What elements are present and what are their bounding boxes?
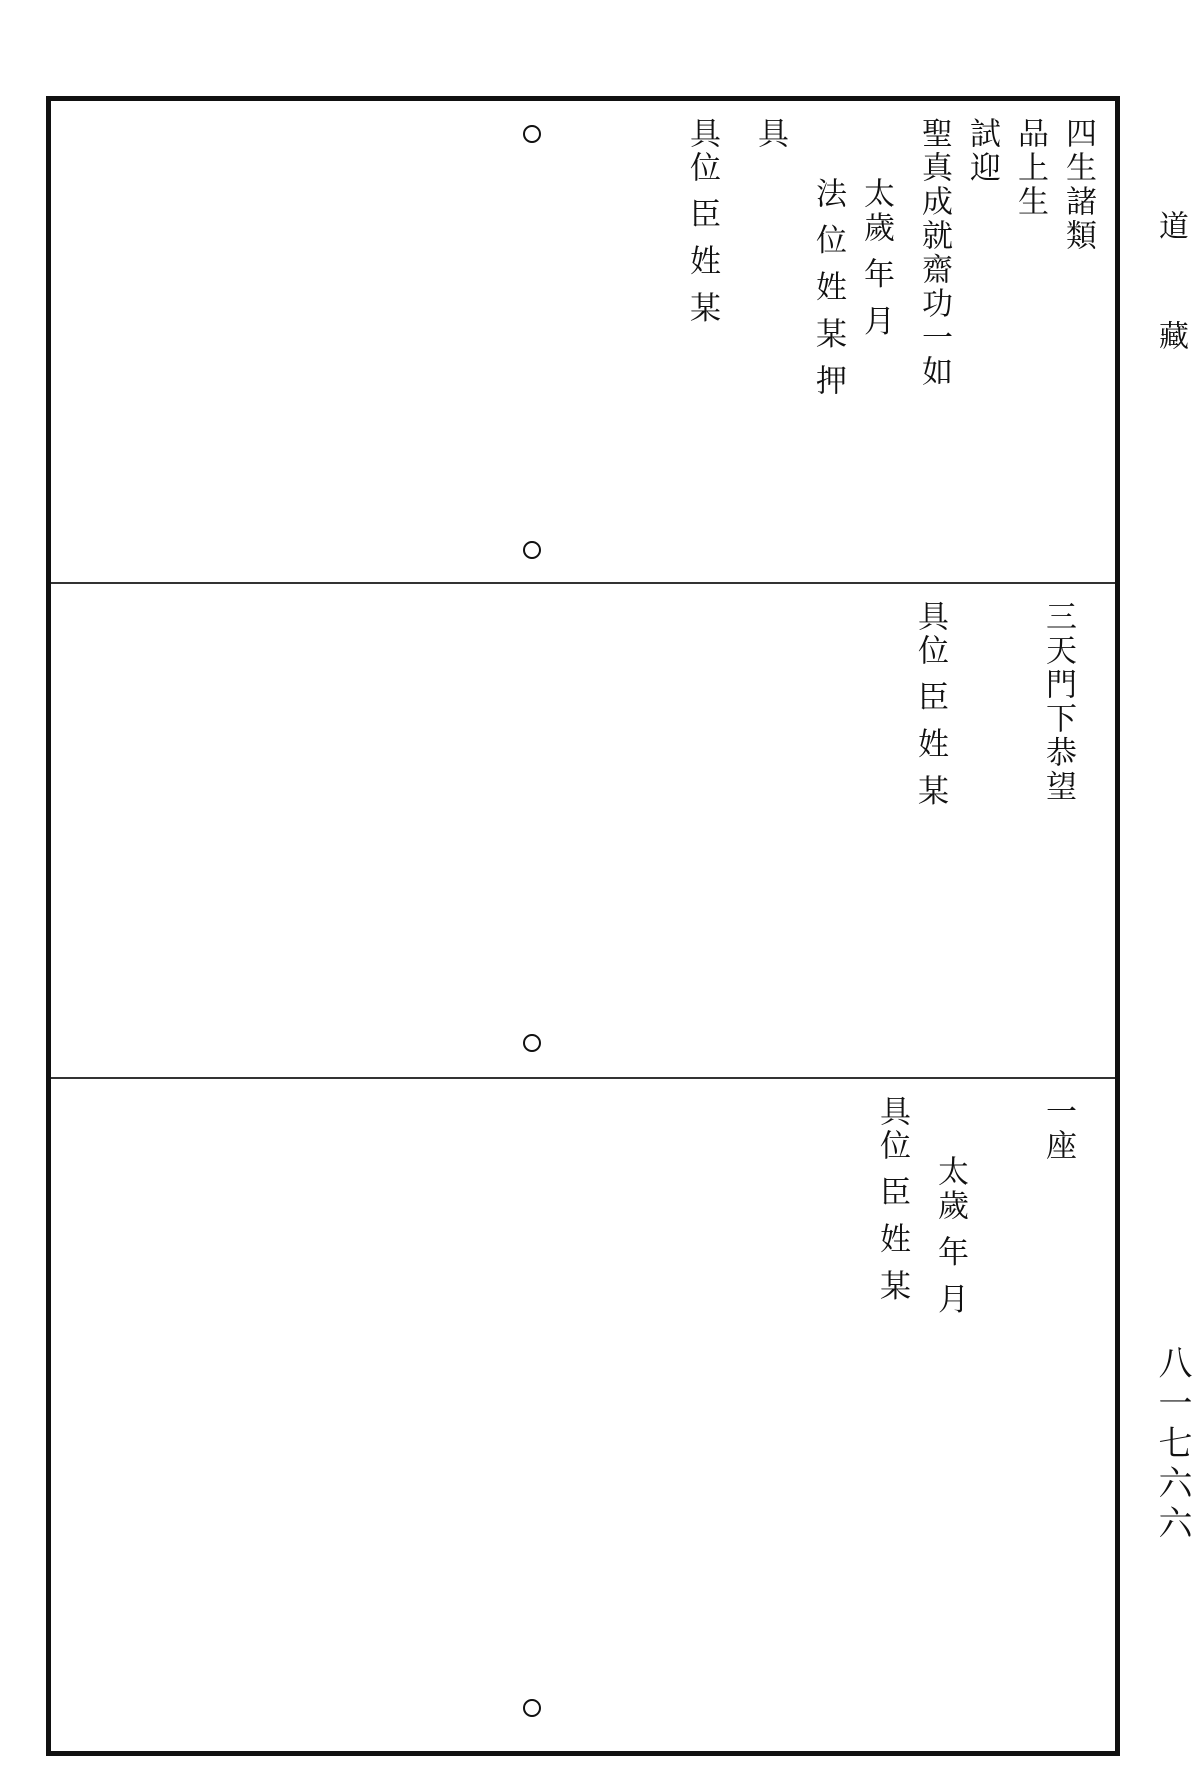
panel-bottom-columns — [69, 1095, 1097, 1735]
panel-top — [51, 101, 1115, 584]
text-column: 法 位 姓 某 押 — [810, 177, 846, 399]
page-frame — [46, 96, 1120, 1756]
text-column: 具位 臣 姓 某 — [874, 1095, 910, 1304]
text-column: 品上生 — [1012, 117, 1048, 219]
text-column: 具位 臣 姓 某 — [912, 600, 948, 809]
ring-mark — [523, 125, 541, 143]
ring-mark — [523, 1034, 541, 1052]
panel-top-columns — [69, 117, 1097, 566]
page-number: 八一七六六 — [1152, 1345, 1192, 1545]
text-column: 試迎 — [964, 117, 1000, 185]
text-column: 具 — [752, 117, 788, 151]
panel-middle-columns — [69, 600, 1097, 1061]
panel-middle — [51, 584, 1115, 1079]
text-column: 聖真成就齋功一如 — [916, 117, 952, 389]
text-column: 太歲 年 月 — [858, 177, 894, 339]
side-title-top: 道 — [1153, 210, 1188, 250]
text-column: 具位 臣 姓 某 — [684, 117, 720, 326]
text-column: 太歲 年 月 — [932, 1155, 968, 1317]
text-column: 一座 — [1040, 1095, 1076, 1163]
text-column: 三天門下恭望 — [1040, 600, 1076, 804]
ring-mark — [523, 1699, 541, 1717]
panel-bottom — [51, 1079, 1115, 1751]
ring-mark — [523, 541, 541, 559]
text-column: 四生諸類 — [1060, 117, 1096, 253]
side-title-mid: 藏 — [1153, 320, 1188, 360]
